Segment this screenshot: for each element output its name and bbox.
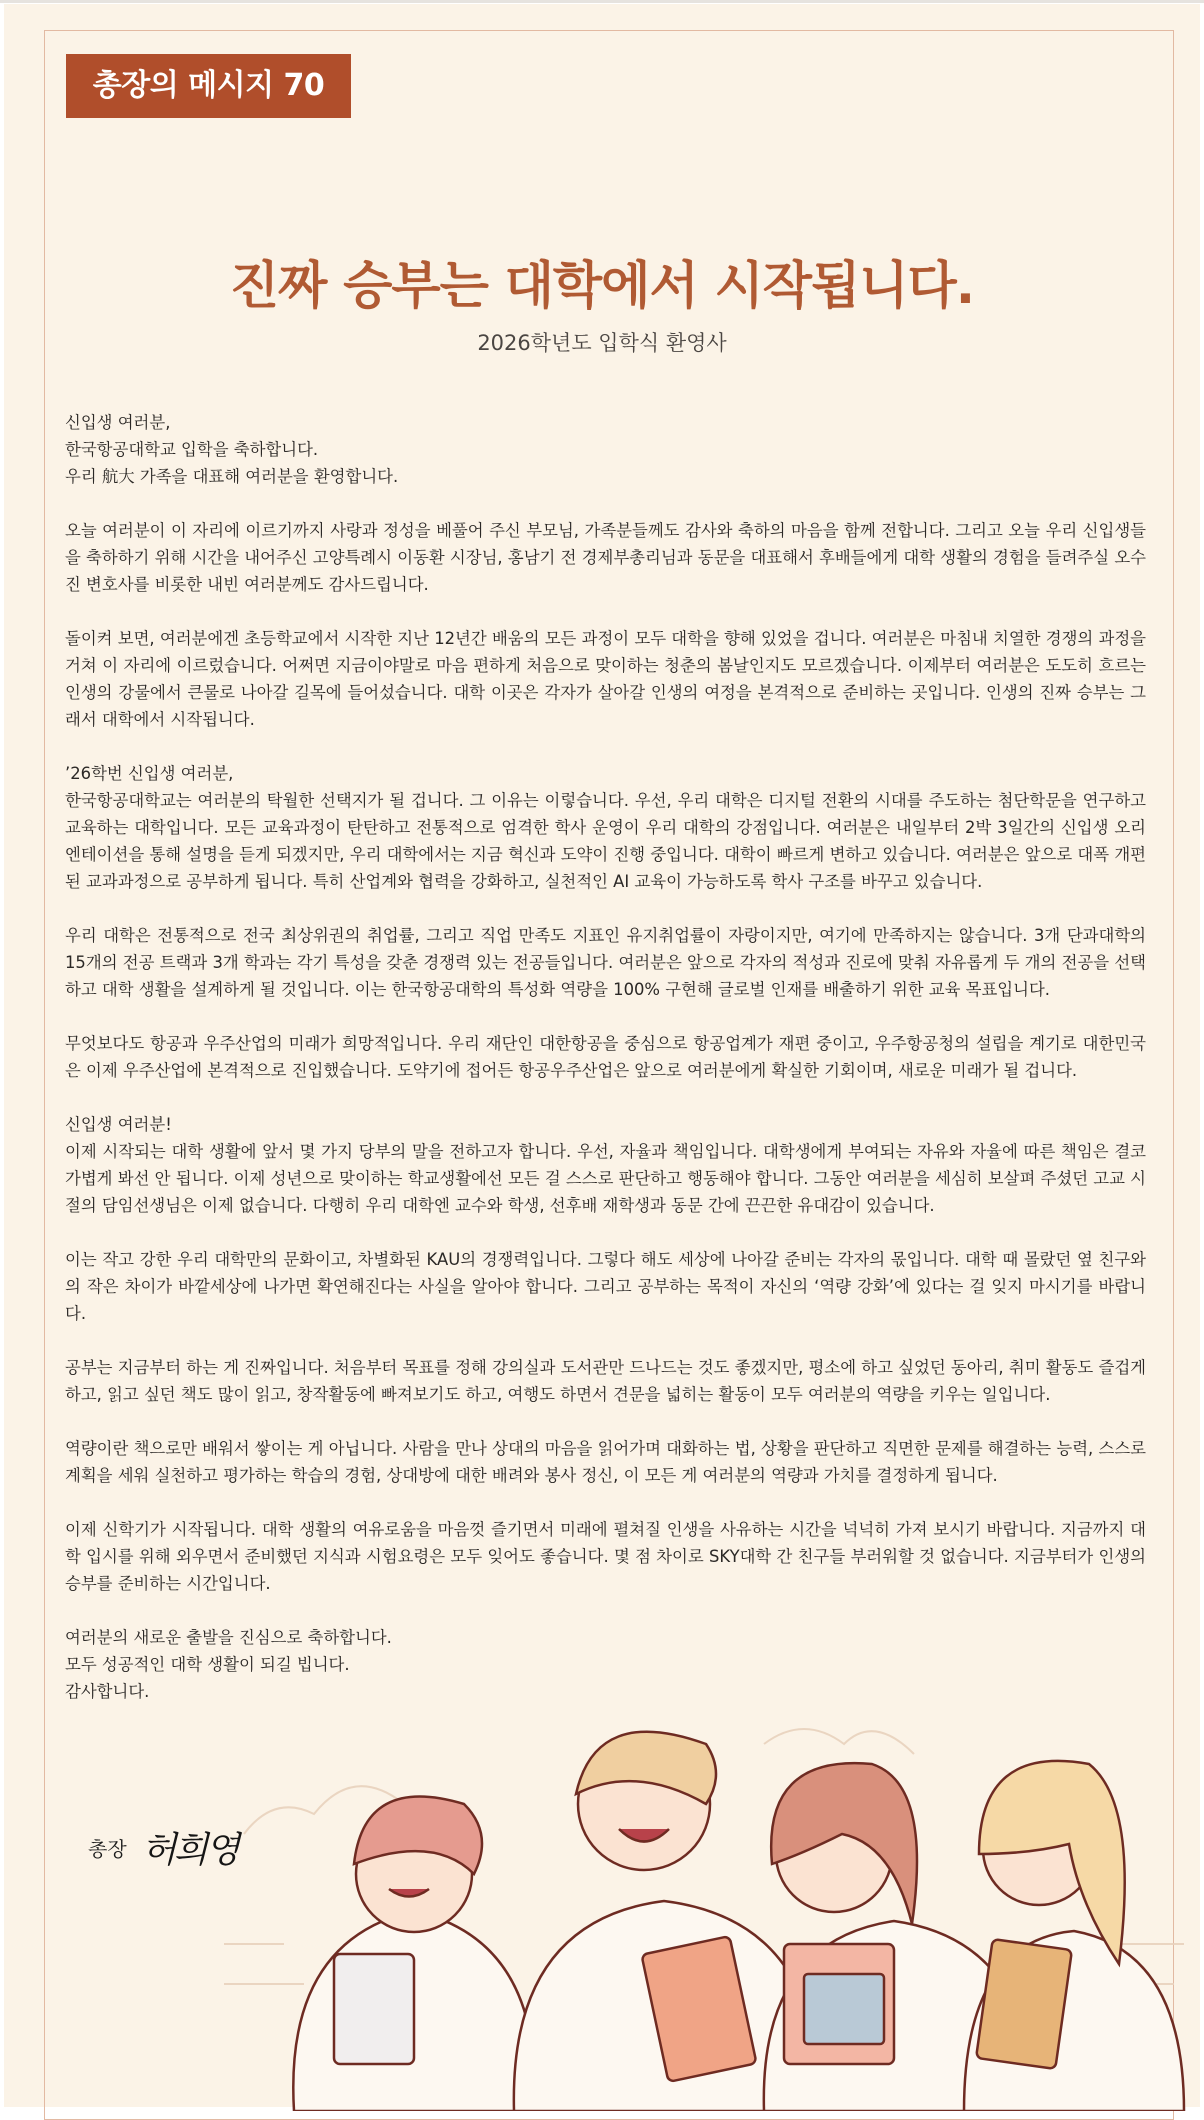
paragraph-line: 한국항공대학교 입학을 축하합니다. (65, 440, 319, 459)
paragraph-line: 이제 신학기가 시작됩니다. 대학 생활의 여유로움을 마음껏 즐기면서 미래에 펼쳐질 인생을 사유하는 시간을 넉넉히 가져 보시기 바랍니다. 지금까지 대학 입시를 위해 외우면서 준비했던 지식과 시험요령은 모두 잊어도 좋습니다. 몇 점 차이로 SKY대학 간 친구들 부러워할 것 없습니다. 지금부터가 인생의 승부를 준비하는 시간입니다. (65, 1520, 1146, 1593)
signature-name: 허희영 (141, 1830, 238, 1871)
paragraph (65, 1246, 1146, 1327)
paragraph (65, 1030, 1146, 1084)
students-illustration (204, 1684, 1200, 2111)
paragraph (65, 517, 1146, 598)
student-4 (964, 1761, 1184, 2111)
paragraph (65, 1354, 1146, 1408)
paragraph (65, 1516, 1146, 1597)
paragraph-line: 여러분의 새로운 출발을 진심으로 축하합니다. (65, 1628, 392, 1647)
paragraph-line: 우리 航大 가족을 대표해 여러분을 환영합니다. (65, 467, 399, 486)
paragraph-line: 돌이켜 보면, 여러분에겐 초등학교에서 시작한 지난 12년간 배움의 모든 과정이 모두 대학을 향해 있었을 겁니다. 여러분은 마침내 치열한 경쟁의 과정을 거쳐 이 자리에 이르렀습니다. 어쩌면 지금이야말로 마음 편하게 처음으로 맞이하는 청춘의 봄날인지도 모르겠습니다. 이제부터 여러분은 도도히 흐르는 인생의 강물에서 큰물로 나아갈 길목에 들어섰습니다. 대학 이곳은 각자가 살아갈 인생의 여정을 본격적으로 준비하는 곳입니다. 인생의 진짜 승부는 그래서 대학에서 시작됩니다. (65, 629, 1146, 729)
paragraph (65, 409, 1146, 490)
page-title: 진짜 승부는 대학에서 시작됩니다. (229, 257, 975, 316)
series-badge: 총장의 메시지 70 (66, 54, 351, 118)
paragraph-line: 신입생 여러분, (65, 413, 171, 432)
message-page (4, 4, 1200, 2107)
paragraph (65, 1435, 1146, 1489)
paragraph-line: 이는 작고 강한 우리 대학만의 문화이고, 차별화된 KAU의 경쟁력입니다. 그렇다 해도 세상에 나아갈 준비는 각자의 몫입니다. 대학 때 몰랐던 옆 친구와의 작은 차이가 바깥세상에 나가면 확연해진다는 사실을 알아야 합니다. 그리고 공부하는 목적이 자신의 ‘역량 강화’에 있다는 걸 잊지 마시기를 바랍니다. (65, 1250, 1146, 1323)
paragraph-line: 신입생 여러분! (65, 1115, 172, 1134)
paragraph-line: 감사합니다. (65, 1682, 150, 1701)
paragraph (65, 760, 1146, 895)
paragraph-line: ’26학번 신입생 여러분, (65, 764, 234, 783)
top-rule (0, 0, 1204, 3)
paragraph-line: 모두 성공적인 대학 생활이 되길 빕니다. (65, 1655, 350, 1674)
page-subtitle: 2026학년도 입학식 환영사 (477, 331, 727, 355)
paragraph-line: 우리 대학은 전통적으로 전국 최상위권의 취업률, 그리고 직업 만족도 지표인 유지취업률이 자랑이지만, 여기에 만족하지는 않습니다. 3개 단과대학의 15개의 전공 트랙과 3개 학과는 각기 특성을 갖춘 경쟁력 있는 전공들입니다. 여러분은 앞으로 각자의 적성과 진로에 맞춰 자유롭게 두 개의 전공을 선택하고 대학 생활을 설계하게 될 것입니다. 이는 한국항공대학의 특성화 역량을 100% 구현해 글로벌 인재를 배출하기 위한 교육 목표입니다. (65, 926, 1146, 999)
paragraph-line: 한국항공대학교는 여러분의 탁월한 선택지가 될 겁니다. 그 이유는 이렇습니다. 우선, 우리 대학은 디지털 전환의 시대를 주도하는 첨단학문을 연구하고 교육하는 대학입니다. 모든 교육과정이 탄탄하고 전통적으로 엄격한 학사 운영이 우리 대학의 강점입니다. 여러분은 내일부터 2박 3일간의 신입생 오리엔테이션을 통해 설명을 듣게 되겠지만, 우리 대학에서는 지금 혁신과 도약이 진행 중입니다. 대학이 빠르게 변하고 있습니다. 여러분은 앞으로 대폭 개편된 교과과정으로 공부하게 됩니다. 특히 산업계와 협력을 강화하고, 실천적인 AI 교육이 가능하도록 학사 구조를 바꾸고 있습니다. (65, 791, 1146, 891)
paragraph-line: 무엇보다도 항공과 우주산업의 미래가 희망적입니다. 우리 재단인 대한항공을 중심으로 항공업계가 재편 중이고, 우주항공청의 설립을 계기로 대한민국은 이제 우주산업에 본격적으로 진입했습니다. 도약기에 접어든 항공우주산업은 앞으로 여러분에게 확실한 기회이며, 새로운 미래가 될 겁니다. (65, 1034, 1146, 1080)
paragraph (65, 1111, 1146, 1219)
paragraph (65, 625, 1146, 733)
paragraph-line: 역량이란 책으로만 배워서 쌓이는 게 아닙니다. 사람을 만나 상대의 마음을 읽어가며 대화하는 법, 상황을 판단하고 직면한 문제를 해결하는 능력, 스스로 계획을 세워 실천하고 평가하는 학습의 경험, 상대방에 대한 배려와 봉사 정신, 이 모든 게 여러분의 역량과 가치를 결정하게 됩니다. (65, 1439, 1146, 1485)
signature-title: 총장 (88, 1837, 127, 1861)
paragraph-line: 이제 시작되는 대학 생활에 앞서 몇 가지 당부의 말을 전하고자 합니다. 우선, 자율과 책임입니다. 대학생에게 부여되는 자유와 자율에 따른 책임은 결코 가볍게 봐선 안 됩니다. 이제 성년으로 맞이하는 학교생활에선 모든 걸 스스로 판단하고 행동해야 합니다. 그동안 여러분을 세심히 보살펴 주셨던 고교 시절의 담임선생님은 이제 없습니다. 다행히 우리 대학엔 교수와 학생, 선후배 재학생과 동문 간에 끈끈한 유대감이 있습니다. (65, 1142, 1146, 1215)
message-body (65, 409, 1146, 1732)
paragraph (65, 922, 1146, 1003)
paragraph-line: 오늘 여러분이 이 자리에 이르기까지 사랑과 정성을 베풀어 주신 부모님, 가족분들께도 감사와 축하의 마음을 함께 전합니다. 그리고 오늘 우리 신입생들을 축하하기 위해 시간을 내어주신 고양특례시 이동환 시장님, 홍남기 전 경제부총리님과 동문을 대표해서 후배들에게 대학 생활의 경험을 들려주실 오수진 변호사를 비롯한 내빈 여러분께도 감사드립니다. (65, 521, 1146, 594)
student-1 (293, 1797, 534, 2112)
paragraph-line: 공부는 지금부터 하는 게 진짜입니다. 처음부터 목표를 정해 강의실과 도서관만 드나드는 것도 좋겠지만, 평소에 하고 싶었던 동아리, 취미 활동도 즐겁게 하고, 읽고 싶던 책도 많이 읽고, 창작활동에 빠져보기도 하고, 여행도 하면서 견문을 넓히는 활동이 모두 여러분의 역량을 키우는 일입니다. (65, 1358, 1146, 1404)
